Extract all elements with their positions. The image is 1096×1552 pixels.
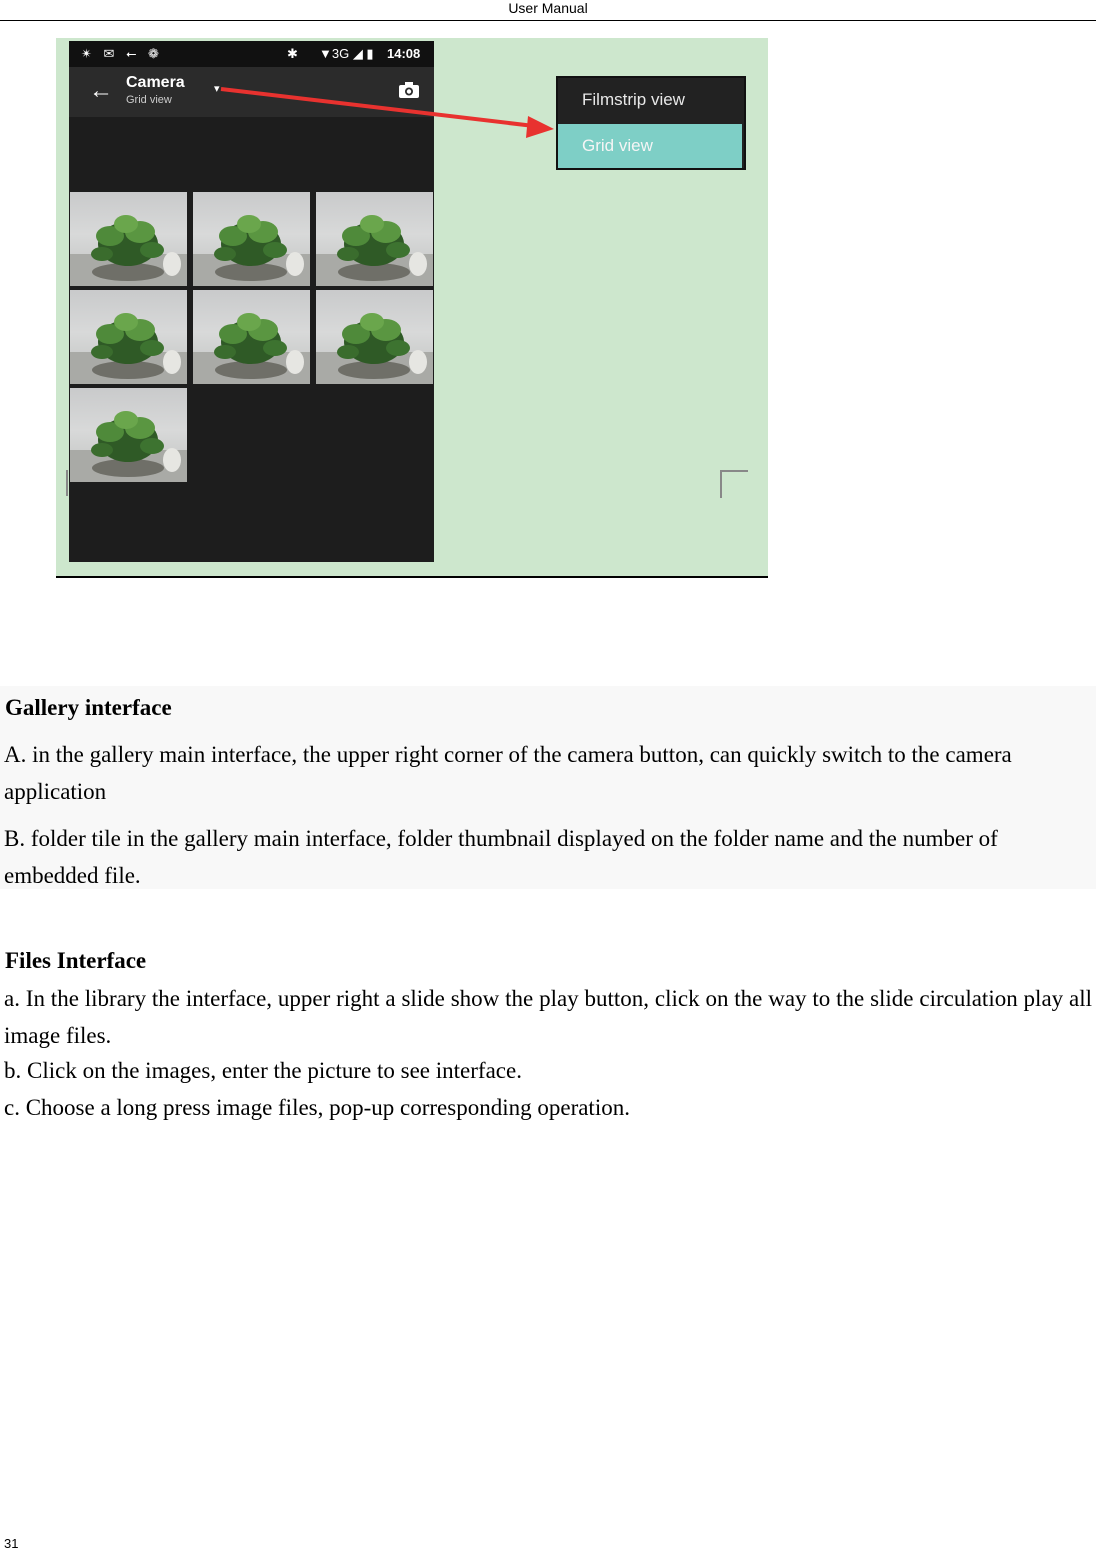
menu-item-label: Grid view (582, 136, 653, 155)
album-title: Camera (126, 74, 185, 91)
header-title: User Manual (508, 0, 588, 16)
status-time: 14:08 (387, 46, 421, 61)
network-status: ▼3G ◢ ▮ (319, 46, 374, 61)
gallery-interface-section (0, 686, 1096, 889)
gallery-item-a: A. in the gallery main interface, the upper right corner of the camera button, can quickly switch to the camera application (4, 742, 1012, 804)
back-arrow-icon[interactable]: ← (89, 77, 113, 104)
view-mode-subtitle: Grid view (126, 94, 172, 106)
gallery-screenshot-figure (56, 38, 768, 578)
files-item-b: b. Click on the images, enter the picture to see interface. (4, 1058, 522, 1083)
bluetooth-icon: ✱ (287, 46, 298, 61)
files-heading: Files Interface (5, 948, 147, 973)
page-header (0, 0, 1096, 21)
page-number: 31 (4, 1536, 19, 1551)
gallery-item-b: B. folder tile in the gallery main interface, folder thumbnail displayed on the folder name and the number of embedded file. (4, 826, 998, 888)
callout-arrow (56, 38, 768, 576)
view-dropdown-caret-icon[interactable]: ▾ (214, 83, 220, 95)
files-item-a: a. In the library the interface, upper right a slide show the play button, click on the way to the slide circulation play all image files. (4, 986, 1092, 1048)
menu-item-label: Filmstrip view (582, 90, 685, 109)
notification-icons: ✴ ✉ ⭠ ❁ (81, 46, 163, 61)
gallery-heading: Gallery interface (5, 695, 172, 720)
files-item-c: c. Choose a long press image files, pop-up corresponding operation. (4, 1095, 630, 1120)
